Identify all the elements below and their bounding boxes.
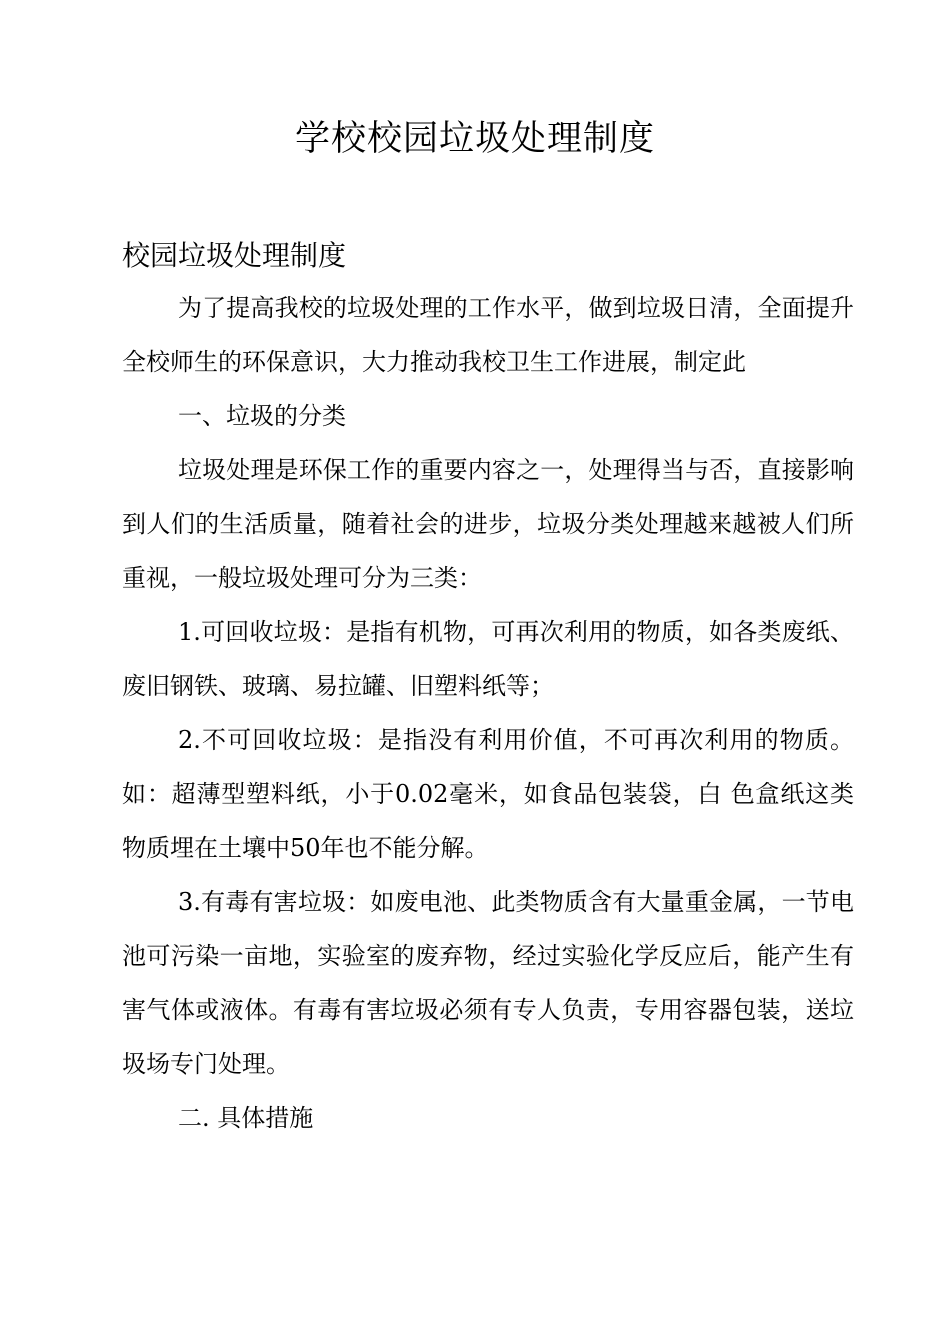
document-body [122, 281, 854, 1145]
list-item-recyclable: 1.可回收垃圾：是指有机物，可再次利用的物质，如各类废纸、废旧钢铁、玻璃、易拉罐、旧塑料纸等； [122, 618, 854, 700]
section-heading-measures: 二. 具体措施 [178, 1104, 314, 1132]
paragraph-intro: 为了提高我校的垃圾处理的工作水平，做到垃圾日清，全面提升全校师生的环保意识，大力推动我校卫生工作进展，制定此 [122, 294, 854, 376]
list-item-non-recyclable: 2.不可回收垃圾：是指没有利用价值，不可再次利用的物质。如：超薄型塑料纸，小于0.02毫米，如食品包装袋，白 色盒纸这类物质埋在土壤中50年也不能分解。 [122, 726, 854, 862]
section-heading-classification: 一、垃圾的分类 [178, 402, 346, 430]
document-subtitle: 校园垃圾处理制度 [122, 239, 347, 272]
list-item-hazardous: 3.有毒有害垃圾：如废电池、此类物质含有大量重金属，一节电池可污染一亩地，实验室的废弃物，经过实验化学反应后，能产生有害气体或液体。有毒有害垃圾必须有专人负责，专用容器包装，送垃圾场专门处理。 [122, 888, 854, 1078]
paragraph-classification: 垃圾处理是环保工作的重要内容之一，处理得当与否，直接影响到人们的生活质量，随着社会的进步，垃圾分类处理越来越被人们所重视，一般垃圾处理可分为三类： [122, 456, 854, 592]
document-title: 学校校园垃圾处理制度 [294, 119, 655, 159]
